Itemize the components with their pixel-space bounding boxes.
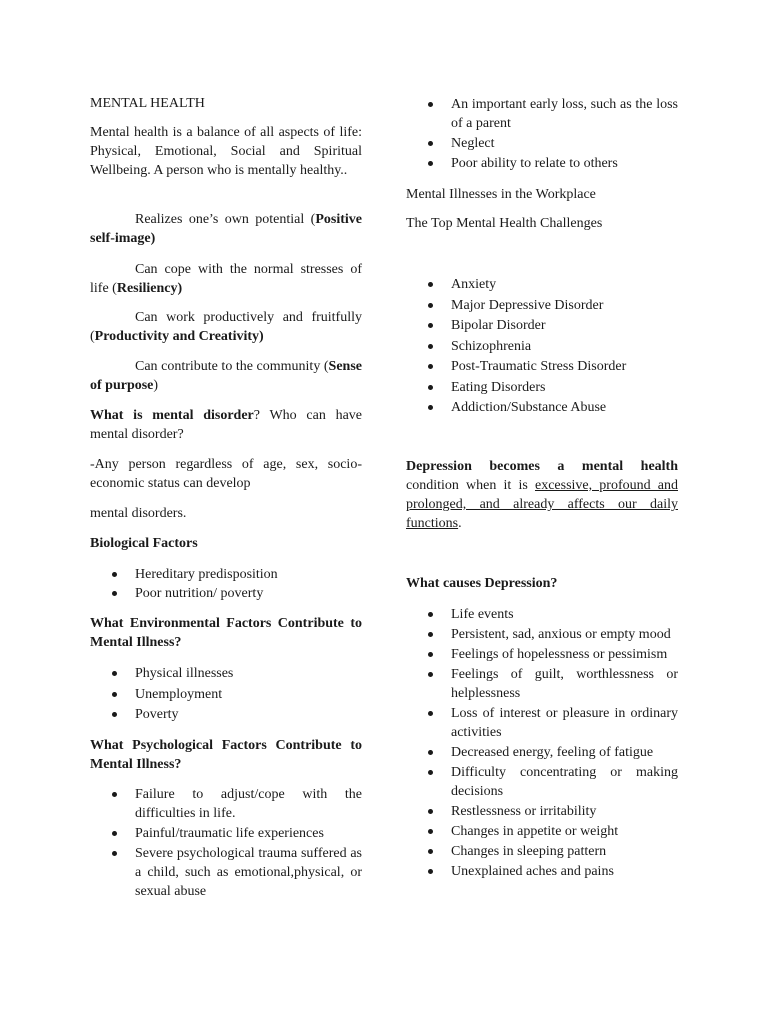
trait-productivity: Can work productively and fruitfully (Productivity and Creativity) [90,310,362,344]
list-item: Feelings of hopelessness or pessimism [406,645,678,664]
list-item: Schizophrenia [406,337,678,356]
list-item: Decreased energy, feeling of fatigue [406,743,678,762]
psychological-factors-list [90,785,362,901]
list-item: Changes in sleeping pattern [406,842,678,861]
trait-purpose: Can contribute to the community (Sense of purpose) [90,359,362,393]
top-challenges-heading: The Top Mental Health Challenges [406,216,603,231]
list-item: Anxiety [406,275,678,294]
disorder-answer-continued: mental disorders. [90,506,187,521]
list-item: Difficulty concentrating or making decisions [406,763,678,801]
list-item: Poor nutrition/ poverty [90,584,362,603]
list-item: Severe psychological trauma suffered as a child, such as emotional,physical, or sexual abuse [90,844,362,901]
trait-potential: Realizes one’s own potential (Positive self-image) [90,212,362,246]
document-title: MENTAL HEALTH [90,96,205,111]
list-item: Hereditary predisposition [90,565,362,584]
list-item: Poor ability to relate to others [406,154,678,173]
depression-causes-list [406,605,678,881]
workplace-heading: Mental Illnesses in the Workplace [406,187,596,202]
list-item: Neglect [406,134,678,153]
biological-factors-heading: Biological Factors [90,536,198,551]
list-item: Life events [406,605,678,624]
list-item: Unexplained aches and pains [406,862,678,881]
list-item: Painful/traumatic life experiences [90,824,362,843]
list-item: An important early loss, such as the loss of a parent [406,95,678,133]
environmental-factors-heading: What Environmental Factors Contribute to Mental Illness? [90,616,362,650]
list-item: Failure to adjust/cope with the difficulties in life. [90,785,362,823]
list-item: Changes in appetite or weight [406,822,678,841]
list-item: Major Depressive Disorder [406,296,678,315]
psychological-factors-heading: What Psychological Factors Contribute to Mental Illness? [90,738,362,772]
depression-causes-heading: What causes Depression? [406,576,558,591]
list-item: Physical illnesses [90,664,362,683]
biological-factors-list [90,565,362,603]
list-item: Eating Disorders [406,378,678,397]
disorder-question: What is mental disorder? Who can have mental disorder? [90,408,362,442]
intro-paragraph: Mental health is a balance of all aspects of life: Physical, Emotional, Social and Spiritual Wellbeing. A person who is mentally healthy.. [90,125,362,178]
list-item: Poverty [90,705,362,724]
list-item: Restlessness or irritability [406,802,678,821]
list-item: Bipolar Disorder [406,316,678,335]
list-item: Post-Traumatic Stress Disorder [406,357,678,376]
psychological-factors-list-continued [406,95,678,173]
list-item: Loss of interest or pleasure in ordinary activities [406,704,678,742]
list-item: Persistent, sad, anxious or empty mood [406,625,678,644]
list-item: Unemployment [90,685,362,704]
disorder-answer: -Any person regardless of age, sex, socio-economic status can develop [90,457,362,491]
trait-resiliency: Can cope with the normal stresses of life (Resiliency) [90,262,362,296]
depression-definition: Depression becomes a mental health condition when it is excessive, profound and prolonged, and already affects our daily functions. [406,459,678,531]
challenges-list [406,275,678,417]
list-item: Addiction/Substance Abuse [406,398,678,417]
environmental-factors-list [90,664,362,724]
list-item: Feelings of guilt, worthlessness or helplessness [406,665,678,703]
